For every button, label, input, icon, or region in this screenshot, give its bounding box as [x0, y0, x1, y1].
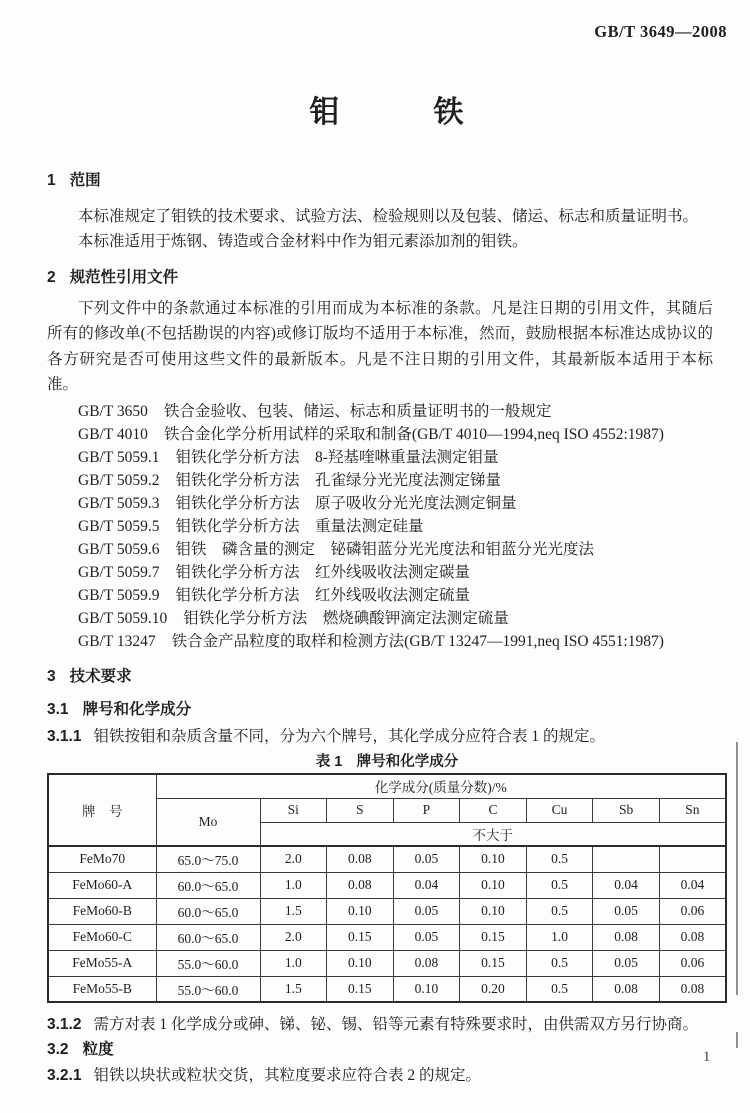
header-cell-limit: 不大于	[260, 822, 726, 846]
value-cell: 0.08	[393, 950, 460, 976]
value-cell: 0.15	[460, 950, 527, 976]
value-cell: 0.5	[526, 872, 593, 898]
table-header-row	[48, 774, 726, 798]
value-cell: 0.10	[460, 846, 527, 872]
value-cell: 0.06	[659, 950, 726, 976]
value-cell: 0.06	[659, 898, 726, 924]
header-cell-element: C	[460, 798, 527, 822]
value-cell: 0.5	[526, 950, 593, 976]
value-cell: 0.08	[659, 976, 726, 1002]
header-cell-element: Sn	[659, 798, 726, 822]
reference-item	[47, 400, 727, 423]
value-cell: 1.5	[260, 898, 327, 924]
value-cell: 1.0	[526, 924, 593, 950]
section-1-heading	[47, 170, 727, 192]
value-cell: 60.0～65.0	[156, 898, 260, 924]
reference-code: GB/T 5059.6	[78, 541, 160, 559]
section-title: 技术要求	[69, 668, 132, 686]
value-cell: 0.5	[526, 976, 593, 1002]
reference-item	[47, 538, 727, 561]
reference-title: 钼铁化学分析方法 红外线吸收法测定硫量	[175, 587, 471, 605]
value-cell: 2.0	[260, 846, 327, 872]
clause-number: 3.1.1	[47, 728, 82, 746]
value-cell: 0.08	[659, 924, 726, 950]
clause-3-1-1	[47, 725, 727, 749]
reference-item	[47, 492, 727, 515]
reference-code: GB/T 3650	[78, 403, 148, 421]
section-2-heading	[47, 267, 727, 289]
section-title: 牌号和化学成分	[82, 701, 192, 719]
header-cell-element: Si	[260, 798, 327, 822]
reference-code: GB/T 5059.1	[78, 449, 160, 467]
standard-code: GB/T 3649—2008	[594, 22, 727, 41]
value-cell: 0.10	[327, 950, 394, 976]
reference-title: 钼铁化学分析方法 孔雀绿分光光度法测定锑量	[175, 472, 502, 490]
reference-code: GB/T 5059.5	[78, 518, 160, 536]
reference-item	[47, 423, 727, 446]
reference-code: GB/T 5059.2	[78, 472, 160, 490]
value-cell: 0.04	[393, 872, 460, 898]
section-1-body	[47, 204, 727, 254]
section-number: 2	[47, 269, 56, 286]
section-number: 1	[47, 172, 56, 189]
header-cell-element: S	[327, 798, 394, 822]
value-cell: 0.10	[460, 898, 527, 924]
table-row	[48, 950, 726, 976]
document-title: 钼 铁	[309, 96, 465, 129]
value-cell: 0.5	[526, 898, 593, 924]
clause-number: 3.1.2	[47, 1016, 82, 1034]
reference-title: 钼铁化学分析方法 燃烧碘酸钾滴定法测定硫量	[183, 610, 509, 628]
grade-cell: FeMo70	[48, 846, 156, 872]
reference-code: GB/T 5059.3	[78, 495, 160, 513]
reference-item	[47, 630, 727, 653]
value-cell: 0.04	[593, 872, 660, 898]
header-cell-composition-group: 化学成分(质量分数)/%	[156, 774, 726, 798]
clause-text: 钼铁按钼和杂质含量不同，分为六个牌号，其化学成分应符合表 1 的规定。	[93, 728, 605, 746]
reference-code: GB/T 5059.10	[78, 610, 168, 628]
value-cell: 0.08	[327, 872, 394, 898]
scan-artifact-line	[736, 742, 738, 995]
section-2-intro-paragraph: 下列文件中的条款通过本标准的引用而成为本标准的条款。凡是注日期的引用文件，其随后所有的修改单(不包括勘误的内容)或修订版均不适用于本标准，然而，鼓励根据本标准达成协议的各方研究是否可使用这些文件的最新版本。凡是不注日期的引用文件，其最新版本适用于本标准。	[47, 300, 713, 393]
section-title: 规范性引用文件	[69, 269, 179, 286]
paragraph-line: 本标准规定了钼铁的技术要求、试验方法、检验规则以及包装、储运、标志和质量证明书。	[78, 208, 699, 225]
value-cell: 0.04	[659, 872, 726, 898]
value-cell: 0.05	[393, 846, 460, 872]
paragraph-line: 本标准适用于炼钢、铸造或合金材料中作为钼元素添加剂的钼铁。	[78, 233, 528, 250]
value-cell: 1.5	[260, 976, 327, 1002]
header-cell-mo: Mo	[156, 798, 260, 846]
section-3-heading	[47, 666, 727, 688]
header-cell-element: Sb	[593, 798, 660, 822]
table-row	[48, 976, 726, 1002]
reference-item	[47, 607, 727, 630]
header-cell-element: Cu	[526, 798, 593, 822]
section-title: 范围	[69, 172, 101, 189]
grade-cell: FeMo55-A	[48, 950, 156, 976]
reference-item	[47, 446, 727, 469]
reference-code: GB/T 4010	[78, 426, 148, 444]
value-cell: 0.5	[526, 846, 593, 872]
value-cell: 0.08	[593, 924, 660, 950]
table-1-chemical-composition	[47, 773, 727, 1003]
reference-title: 铁合金产品粒度的取样和检测方法(GB/T 13247—1991,neq ISO 4551:1987)	[171, 633, 664, 651]
value-cell: 60.0～65.0	[156, 924, 260, 950]
value-cell: 0.10	[393, 976, 460, 1002]
grade-cell: FeMo60-B	[48, 898, 156, 924]
grade-cell: FeMo60-A	[48, 872, 156, 898]
value-cell: 0.20	[460, 976, 527, 1002]
reference-item	[47, 561, 727, 584]
reference-title: 钼铁化学分析方法 红外线吸收法测定碳量	[175, 564, 471, 582]
value-cell	[659, 846, 726, 872]
reference-item	[47, 515, 727, 538]
value-cell: 1.0	[260, 950, 327, 976]
value-cell	[593, 846, 660, 872]
clause-text: 钼铁以块状或粒状交货，其粒度要求应符合表 2 的规定。	[93, 1067, 481, 1085]
clause-3-1-2	[47, 1013, 727, 1037]
section-number: 3	[47, 668, 56, 686]
scan-artifact-line	[736, 1032, 738, 1048]
reference-code: GB/T 13247	[78, 633, 156, 651]
header-cell-element: P	[393, 798, 460, 822]
reference-item	[47, 469, 727, 492]
grade-cell: FeMo60-C	[48, 924, 156, 950]
table-row	[48, 846, 726, 872]
value-cell: 55.0～60.0	[156, 950, 260, 976]
value-cell: 0.05	[393, 898, 460, 924]
reference-title: 钼铁化学分析方法 重量法测定硅量	[175, 518, 424, 536]
reference-title: 钼铁 磷含量的测定 铋磷钼蓝分光光度法和钼蓝分光光度法	[175, 541, 595, 559]
value-cell: 0.05	[593, 950, 660, 976]
table-row	[48, 872, 726, 898]
value-cell: 65.0～75.0	[156, 846, 260, 872]
value-cell: 0.15	[327, 976, 394, 1002]
value-cell: 55.0～60.0	[156, 976, 260, 1002]
value-cell: 0.05	[593, 898, 660, 924]
clause-3-2-1	[47, 1064, 727, 1088]
reference-item	[47, 584, 727, 607]
value-cell: 2.0	[260, 924, 327, 950]
value-cell: 0.10	[327, 898, 394, 924]
value-cell: 1.0	[260, 872, 327, 898]
table-1-caption: 表 1 牌号和化学成分	[315, 754, 459, 771]
reference-title: 钼铁化学分析方法 原子吸收分光光度法测定铜量	[175, 495, 517, 513]
reference-code: GB/T 5059.7	[78, 564, 160, 582]
section-number: 3.1	[47, 701, 69, 719]
value-cell: 0.15	[327, 924, 394, 950]
value-cell: 60.0～65.0	[156, 872, 260, 898]
reference-title: 铁合金化学分析用试样的采取和制备(GB/T 4010—1994,neq ISO 4552:1987)	[163, 426, 664, 444]
value-cell: 0.08	[327, 846, 394, 872]
value-cell: 0.10	[460, 872, 527, 898]
section-3-1-heading	[47, 699, 727, 721]
clause-number: 3.2.1	[47, 1067, 82, 1085]
value-cell: 0.15	[460, 924, 527, 950]
header-cell-grade: 牌 号	[48, 774, 156, 846]
value-cell: 0.08	[593, 976, 660, 1002]
normative-references-list	[47, 400, 727, 653]
page-number: 1	[703, 1049, 711, 1065]
reference-title: 铁合金验收、包装、储运、标志和质量证明书的一般规定	[163, 403, 552, 421]
section-number: 3.2	[47, 1041, 69, 1059]
reference-code: GB/T 5059.9	[78, 587, 160, 605]
section-title: 粒度	[82, 1041, 114, 1059]
section-3-2-heading	[47, 1039, 727, 1061]
table-row	[48, 924, 726, 950]
reference-title: 钼铁化学分析方法 8-羟基喹啉重量法测定钼量	[175, 449, 499, 467]
table-row	[48, 898, 726, 924]
clause-text: 需方对表 1 化学成分或砷、锑、铋、锡、铅等元素有特殊要求时，由供需双方另行协商。	[93, 1016, 698, 1034]
value-cell: 0.05	[393, 924, 460, 950]
grade-cell: FeMo55-B	[48, 976, 156, 1002]
